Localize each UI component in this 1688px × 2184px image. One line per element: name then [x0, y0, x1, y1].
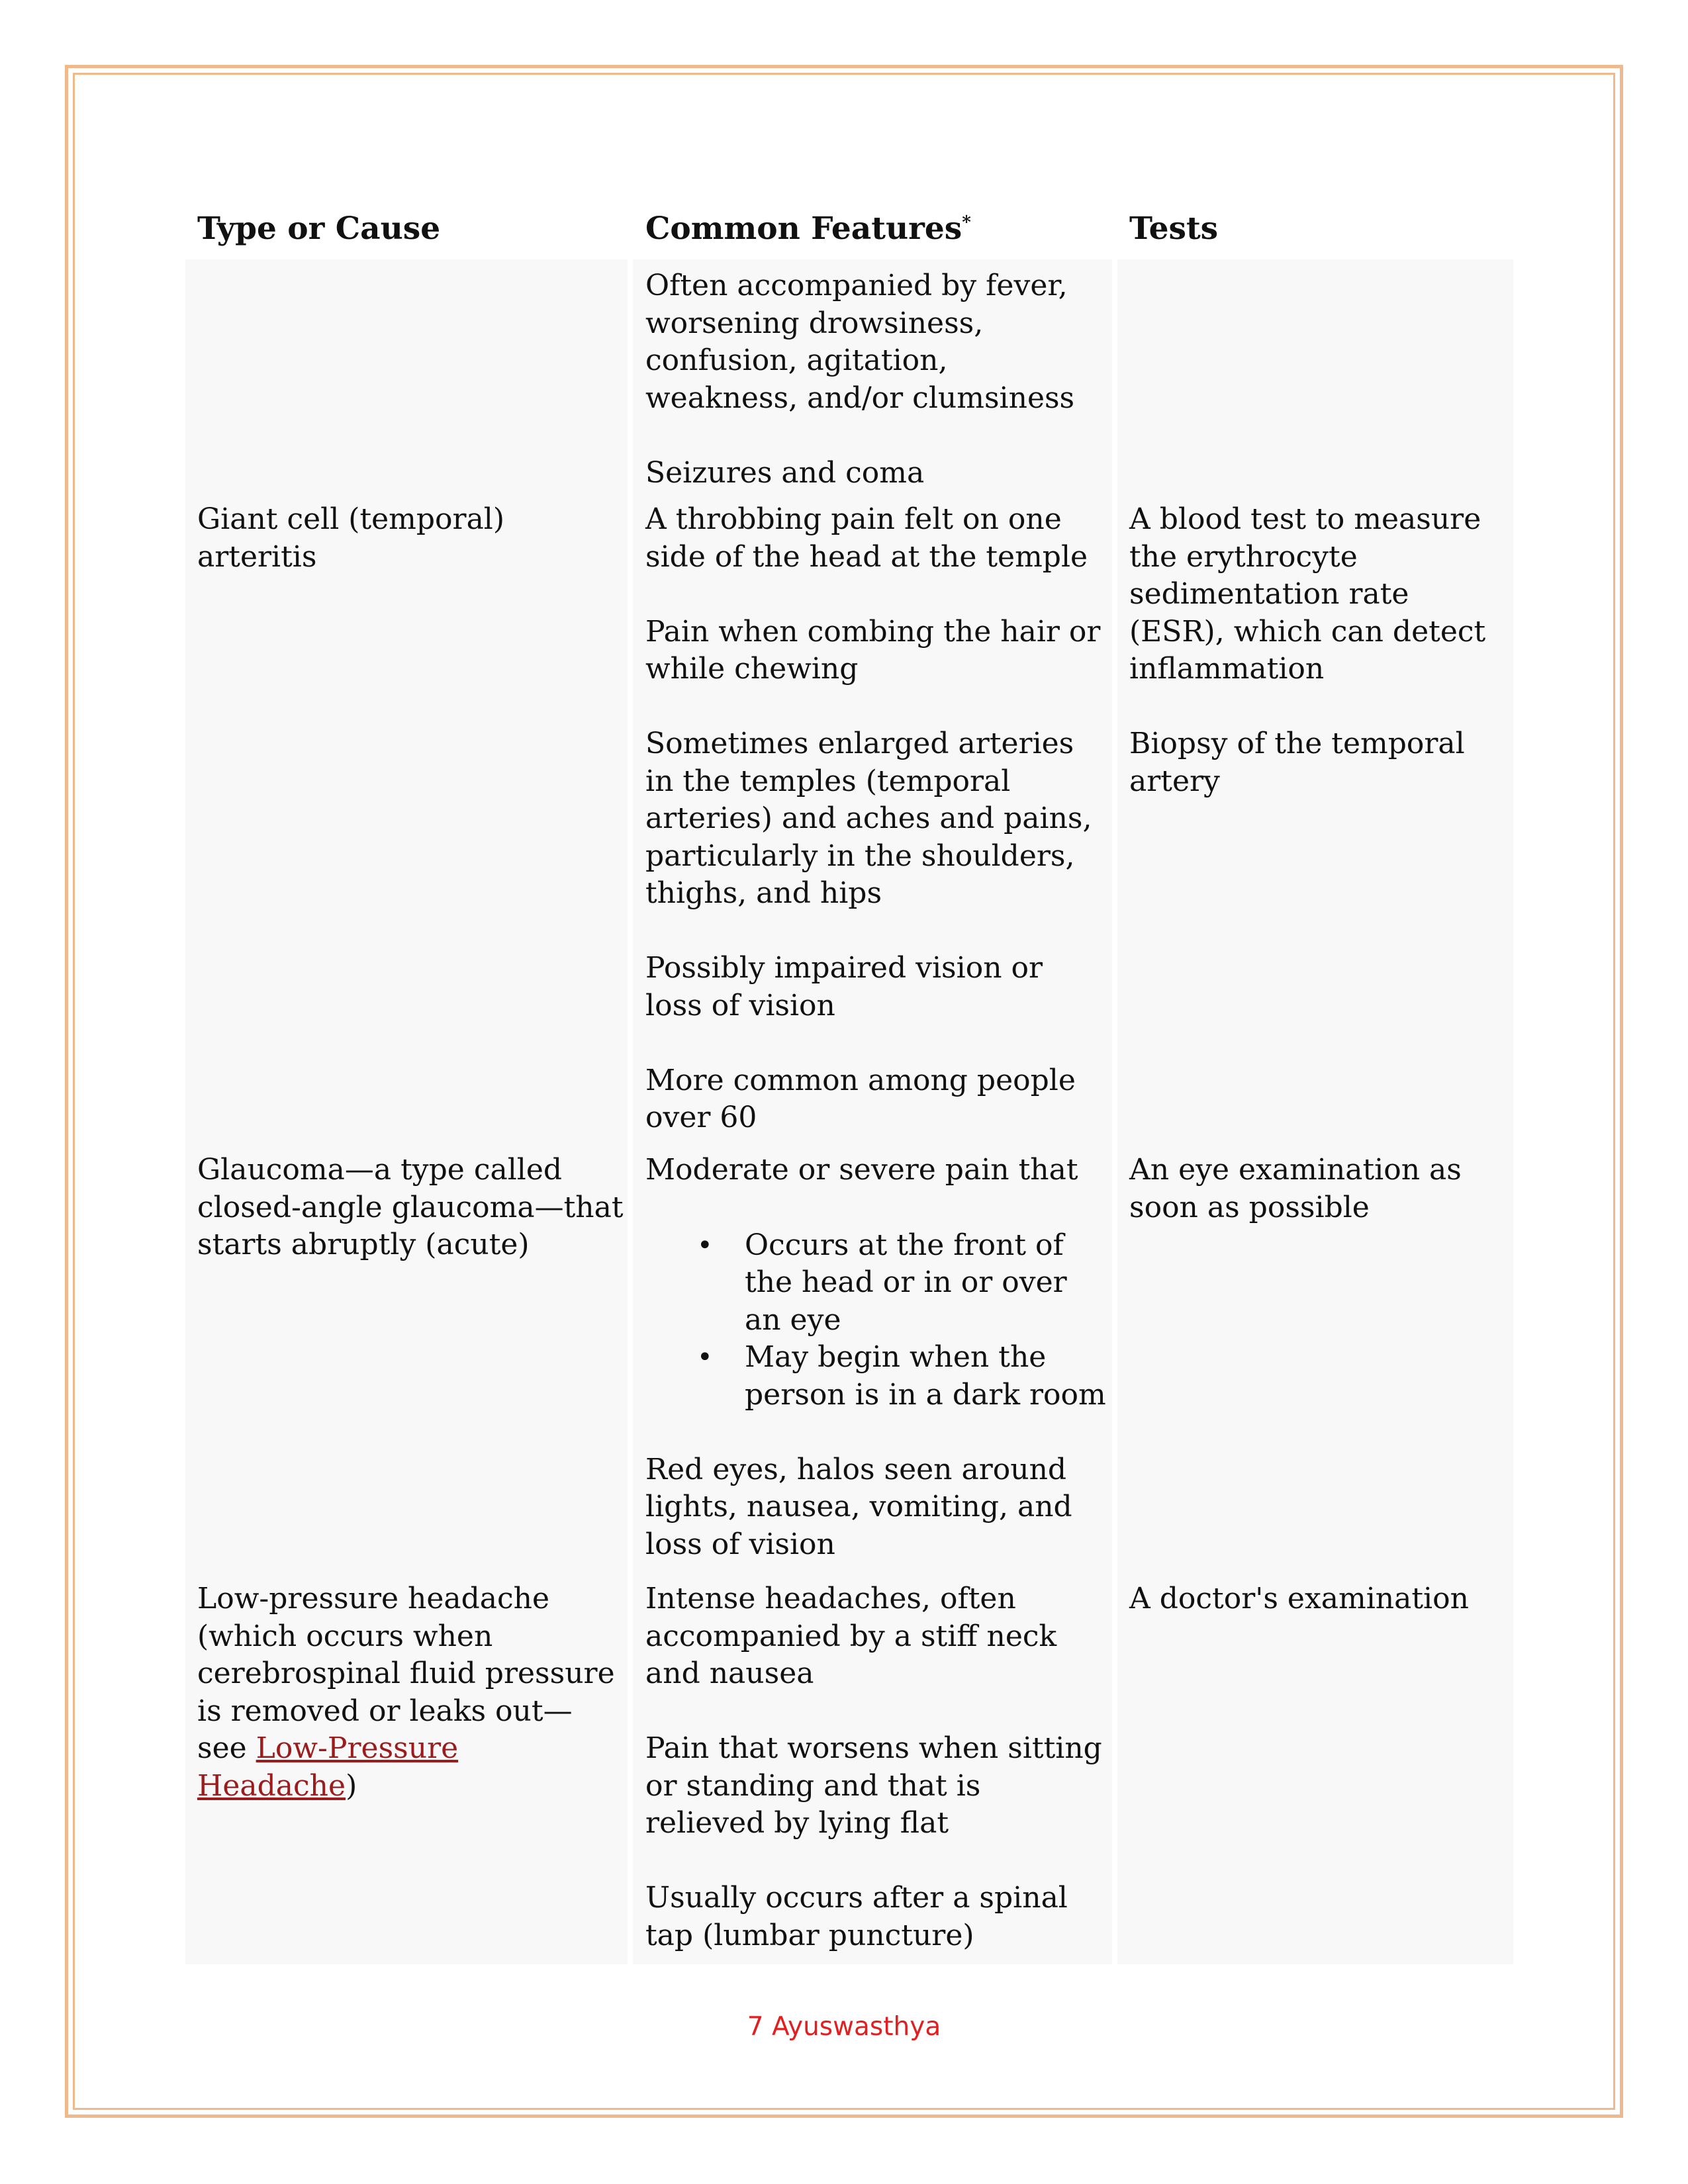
cause-text: Giant cell (temporal) arteritis	[197, 502, 505, 574]
feature-text: Pain that worsens when sitting or standing and that is relieved by lying flat	[645, 1731, 1102, 1840]
list-item: • May begin when the person is in a dark room	[745, 1339, 1109, 1414]
feature-text: Seizures and coma	[645, 455, 925, 490]
cause-text-prefix: Low-pressure headache (which occurs when cerebrospinal fluid pressure is removed or leaks out—see	[197, 1582, 615, 1765]
test-text: Biopsy of the temporal artery	[1129, 727, 1465, 798]
table-row-1-cause	[197, 501, 594, 576]
feature-text: Moderate or severe pain that	[645, 1153, 1078, 1187]
test-text: An eye examination as soon as possible	[1129, 1153, 1462, 1224]
list-item: • Occurs at the front of the head or in or over an eye	[745, 1227, 1109, 1340]
header-common-features	[645, 210, 971, 248]
table-row-2-cause	[197, 1152, 628, 1264]
header-type-or-cause-label: Type or Cause	[197, 210, 441, 247]
feature-text: A throbbing pain felt on one side of the head at the temple	[645, 502, 1088, 574]
feature-text: Intense headaches, often accompanied by a stiff neck and nausea	[645, 1582, 1057, 1690]
cause-text-suffix: )	[346, 1768, 357, 1803]
cause-text: Glaucoma—a type called closed-angle glaucoma—that starts abruptly (acute)	[197, 1153, 624, 1261]
footnote-marker: *	[962, 212, 971, 233]
table-row-3-features	[645, 1580, 1109, 1954]
test-text: A doctor's examination	[1129, 1582, 1469, 1615]
table-row-2-features	[645, 1152, 1109, 1563]
feature-text: Often accompanied by fever, worsening drowsiness, confusion, agitation, weakness, and/or clumsiness	[645, 269, 1075, 415]
feature-text: Sometimes enlarged arteries in the temples (temporal arteries) and aches and pains, particularly in the shoulders, thighs, and hips	[645, 727, 1092, 910]
header-tests	[1129, 210, 1218, 248]
table-row-0-features	[645, 267, 1105, 492]
header-common-features-label: Common Features	[645, 210, 962, 247]
table-row-2-tests	[1129, 1152, 1507, 1226]
table-row-3-cause	[197, 1580, 621, 1805]
feature-text: Possibly impaired vision or loss of vision	[645, 951, 1043, 1023]
header-tests-label: Tests	[1129, 210, 1219, 247]
table-row-1-tests	[1129, 501, 1507, 800]
table-row-1-features	[645, 501, 1105, 1137]
cause-text	[197, 1580, 621, 1805]
feature-text: Pain when combing the hair or while chewing	[645, 614, 1101, 686]
table-row-3-tests	[1129, 1580, 1507, 1618]
feature-text: Red eyes, halos seen around lights, nausea, vomiting, and loss of vision	[645, 1452, 1072, 1561]
feature-text: Usually occurs after a spinal tap (lumbar puncture)	[645, 1881, 1068, 1952]
page-footer: 7 Ayuswasthya	[747, 2012, 941, 2042]
low-pressure-headache-link[interactable]: Low-Pressure Headache	[197, 1731, 459, 1803]
header-type-or-cause	[197, 210, 440, 248]
feature-text: More common among people over 60	[645, 1063, 1076, 1134]
feature-bullet-list	[645, 1227, 1109, 1414]
test-text: A blood test to measure the erythrocyte sedimentation rate (ESR), which can detect inflammation	[1129, 502, 1486, 686]
